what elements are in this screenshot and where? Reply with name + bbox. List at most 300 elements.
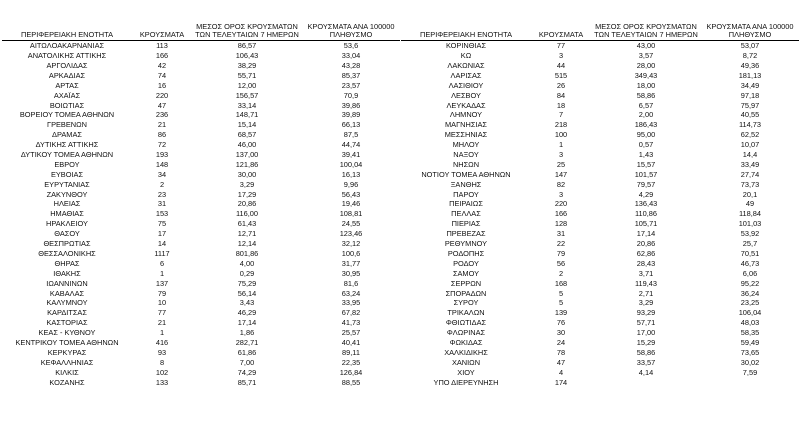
avg-cell: 3,43 <box>239 298 255 308</box>
rate-cell: 70,51 <box>740 248 760 258</box>
cases-cell: 174 <box>554 377 568 387</box>
cases-cell: 139 <box>554 308 568 318</box>
avg-cell: 0,29 <box>239 268 255 278</box>
cases-cell: 23 <box>157 189 167 199</box>
table-row <box>2 239 400 249</box>
table-body-right <box>401 41 799 387</box>
cases-cell: 16 <box>157 80 167 90</box>
region-cell: ΛΑΚΩΝΙΑΣ <box>447 61 485 71</box>
region-cell: ΚΕΦΑΛΛΗΝΙΑΣ <box>40 357 94 367</box>
region-cell: ΠΡΕΒΕΖΑΣ <box>446 229 486 239</box>
avg-cell: 106,43 <box>235 51 259 61</box>
cases-cell: 1117 <box>154 248 170 258</box>
avg-cell: 20,86 <box>636 239 656 249</box>
rate-cell: 62,52 <box>740 130 760 140</box>
table-row <box>2 179 400 189</box>
region-cell: ΦΘΙΩΤΙΔΑΣ <box>445 318 487 328</box>
avg-cell: 1,43 <box>638 150 654 160</box>
cases-cell: 26 <box>556 80 566 90</box>
region-cell: ΑΙΤΩΛΟΑΚΑΡΝΑΝΙΑΣ <box>29 41 105 51</box>
rate-cell: 6,06 <box>742 268 758 278</box>
cases-cell: 1 <box>558 140 564 150</box>
region-cell: ΞΑΝΘΗΣ <box>450 179 482 189</box>
rate-cell: 34,49 <box>740 80 760 90</box>
region-cell: ΜΑΓΝΗΣΙΑΣ <box>445 120 487 130</box>
rate-cell: 87,5 <box>343 130 359 140</box>
rate-cell: 97,18 <box>740 90 760 100</box>
region-cell: ΒΟΙΩΤΙΑΣ <box>49 100 85 110</box>
region-cell: ΠΑΡΟΥ <box>453 189 479 199</box>
table-row <box>2 41 400 51</box>
rate-cell: 181,13 <box>738 70 762 80</box>
table-row <box>2 328 400 338</box>
table-row <box>401 41 799 51</box>
cases-cell: 34 <box>157 169 167 179</box>
rate-cell: 40,41 <box>341 337 361 347</box>
region-cell: ΔΡΑΜΑΣ <box>52 130 82 140</box>
table-row <box>401 298 799 308</box>
header-avg: ΜΕΣΟΣ ΟΡΟΣ ΚΡΟΥΣΜΑΤΩΝ ΤΩΝ ΤΕΛΕΥΤΑΙΩΝ 7 ΗΜΕΡΩΝ <box>195 21 299 40</box>
table-row <box>2 189 400 199</box>
cases-cell: 515 <box>554 70 568 80</box>
region-cell: ΠΕΛΛΑΣ <box>451 209 481 219</box>
avg-cell: 12,14 <box>237 239 257 249</box>
rate-cell: 66,13 <box>341 120 361 130</box>
cases-cell: 79 <box>157 288 167 298</box>
region-cell: ΝΑΞΟΥ <box>453 150 479 160</box>
cases-cell: 79 <box>556 248 566 258</box>
region-cell: ΖΑΚΥΝΘΟΥ <box>46 189 88 199</box>
avg-cell: 186,43 <box>634 120 658 130</box>
region-cell: ΚΕΑΣ - ΚΥΘΝΟΥ <box>38 328 96 338</box>
table-row <box>2 278 400 288</box>
table-row <box>401 150 799 160</box>
region-cell: ΕΥΒΟΙΑΣ <box>50 169 84 179</box>
cases-cell: 1 <box>159 268 165 278</box>
avg-cell: 4,00 <box>239 258 255 268</box>
region-cell: ΠΕΙΡΑΙΩΣ <box>449 199 483 209</box>
region-cell: ΗΡΑΚΛΕΙΟΥ <box>46 219 88 229</box>
cases-cell: 14 <box>157 239 167 249</box>
rate-cell: 41,73 <box>341 318 361 328</box>
rate-cell: 43,28 <box>341 61 361 71</box>
region-cell: ΚΑΒΑΛΑΣ <box>49 288 85 298</box>
avg-cell: 61,43 <box>237 219 257 229</box>
region-cell: ΡΟΔΟΠΗΣ <box>447 248 485 258</box>
cases-cell: 76 <box>556 318 566 328</box>
cases-cell: 133 <box>155 377 169 387</box>
region-cell: ΗΛΕΙΑΣ <box>53 199 81 209</box>
cases-cell: 166 <box>554 209 568 219</box>
rate-cell: 30,02 <box>740 357 760 367</box>
region-cell: ΦΛΩΡΙΝΑΣ <box>446 328 486 338</box>
avg-cell: 95,00 <box>636 130 656 140</box>
cases-cell: 5 <box>558 288 564 298</box>
region-cell: ΗΜΑΘΙΑΣ <box>50 209 84 219</box>
avg-cell: 7,00 <box>239 357 255 367</box>
rate-cell: 20,1 <box>742 189 758 199</box>
cases-cell: 21 <box>157 120 167 130</box>
header-cases: ΚΡΟΥΣΜΑΤΑ <box>139 30 185 40</box>
cases-cell: 220 <box>155 90 169 100</box>
avg-cell: 20,86 <box>237 199 257 209</box>
cases-cell: 42 <box>157 61 167 71</box>
header-avg: ΜΕΣΟΣ ΟΡΟΣ ΚΡΟΥΣΜΑΤΩΝ ΤΩΝ ΤΕΛΕΥΤΑΙΩΝ 7 ΗΜΕΡΩΝ <box>594 21 698 40</box>
table-row <box>401 51 799 61</box>
region-cell: ΛΑΡΙΣΑΣ <box>450 70 482 80</box>
rate-cell: 95,22 <box>740 278 760 288</box>
rate-cell: 100,6 <box>341 248 361 258</box>
table-row <box>401 179 799 189</box>
avg-cell: 17,00 <box>636 328 656 338</box>
header-rate: ΚΡΟΥΣΜΑΤΑ ΑΝΑ 100000 ΠΛΗΘΥΣΜΟ <box>307 21 395 40</box>
table-row <box>401 199 799 209</box>
table-row <box>2 358 400 368</box>
cases-cell: 82 <box>556 179 566 189</box>
table-row <box>401 358 799 368</box>
rate-cell: 14,4 <box>742 150 758 160</box>
cases-cell: 218 <box>554 120 568 130</box>
avg-cell: 3,71 <box>638 268 654 278</box>
avg-cell: 93,29 <box>636 308 656 318</box>
avg-cell: 75,29 <box>237 278 257 288</box>
avg-cell: 18,00 <box>636 80 656 90</box>
region-cell: ΣΥΡΟΥ <box>453 298 479 308</box>
rate-cell: 58,35 <box>740 328 760 338</box>
table-row <box>2 51 400 61</box>
rate-cell: 46,73 <box>740 258 760 268</box>
header-region: ΠΕΡΙΦΕΡΕΙΑΚΗ ΕΝΟΤΗΤΑ <box>420 30 512 40</box>
rate-cell: 73,73 <box>740 179 760 189</box>
rate-cell: 32,12 <box>341 239 361 249</box>
region-cell: ΙΘΑΚΗΣ <box>53 268 81 278</box>
avg-cell: 15,29 <box>636 337 656 347</box>
region-cell: ΚΕΝΤΡΙΚΟΥ ΤΟΜΕΑ ΑΘΗΝΩΝ <box>15 337 119 347</box>
cases-cell: 4 <box>558 367 564 377</box>
table-row <box>2 229 400 239</box>
region-cell: ΚΑΛΥΜΝΟΥ <box>46 298 88 308</box>
table-row <box>2 130 400 140</box>
cases-cell: 93 <box>157 347 167 357</box>
rate-cell: 67,82 <box>341 308 361 318</box>
table-row <box>2 377 400 387</box>
rate-cell: 27,74 <box>740 169 760 179</box>
table-row <box>401 81 799 91</box>
table-row <box>401 189 799 199</box>
cases-cell: 17 <box>157 229 167 239</box>
region-cell: ΕΥΡΥΤΑΝΙΑΣ <box>44 179 90 189</box>
avg-cell: 15,14 <box>237 120 257 130</box>
table-row <box>2 209 400 219</box>
table-row <box>401 229 799 239</box>
cases-cell: 47 <box>157 100 167 110</box>
cases-cell: 220 <box>554 199 568 209</box>
cases-cell: 3 <box>558 189 564 199</box>
table-row <box>401 259 799 269</box>
region-cell: ΘΑΣΟΥ <box>54 229 80 239</box>
avg-cell: 121,86 <box>235 159 259 169</box>
region-cell: ΧΑΛΚΙΔΙΚΗΣ <box>444 347 488 357</box>
rate-cell: 89,11 <box>342 347 360 357</box>
avg-cell: 15,57 <box>636 159 656 169</box>
rate-cell: 106,04 <box>738 308 762 318</box>
avg-cell: 58,86 <box>636 347 656 357</box>
table-row <box>2 90 400 100</box>
table-row <box>2 318 400 328</box>
rate-cell: 40,55 <box>740 110 760 120</box>
table-row <box>401 367 799 377</box>
rate-cell: 70,9 <box>343 90 359 100</box>
rate-cell: 39,89 <box>341 110 361 120</box>
cases-cell: 6 <box>159 258 165 268</box>
table-row <box>401 110 799 120</box>
cases-cell: 44 <box>556 61 566 71</box>
rate-cell: 33,95 <box>341 298 361 308</box>
cases-cell: 7 <box>558 110 564 120</box>
avg-cell: 61,86 <box>237 347 257 357</box>
rate-cell: 25,57 <box>341 328 361 338</box>
cases-cell: 102 <box>155 367 169 377</box>
rate-cell: 7,59 <box>742 367 758 377</box>
cases-cell: 128 <box>554 219 568 229</box>
rate-cell: 25,7 <box>742 239 758 249</box>
table-row <box>401 160 799 170</box>
cases-cell: 77 <box>157 308 167 318</box>
table-row <box>401 120 799 130</box>
rate-cell: 73,65 <box>740 347 760 357</box>
region-cell: ΛΗΜΝΟΥ <box>449 110 483 120</box>
table-row <box>401 90 799 100</box>
table-row <box>2 259 400 269</box>
table-row <box>2 160 400 170</box>
avg-cell: 33,14 <box>237 100 257 110</box>
region-cell: ΚΑΡΔΙΤΣΑΣ <box>47 308 87 318</box>
rate-cell: 8,72 <box>742 51 758 61</box>
avg-cell: 110,86 <box>634 209 658 219</box>
region-cell: ΜΗΛΟΥ <box>452 140 480 150</box>
avg-cell: 38,29 <box>237 61 257 71</box>
rate-cell: 49 <box>745 199 755 209</box>
cases-cell: 113 <box>156 41 168 51</box>
avg-cell: 3,29 <box>239 179 255 189</box>
avg-cell: 2,00 <box>638 110 654 120</box>
region-cell: ΚΟΖΑΝΗΣ <box>49 377 85 387</box>
rate-cell: 88,55 <box>341 377 361 387</box>
avg-cell: 28,43 <box>636 258 656 268</box>
cases-cell: 31 <box>157 199 167 209</box>
avg-cell: 68,57 <box>237 130 257 140</box>
cases-cell: 416 <box>155 337 169 347</box>
rate-cell: 53,92 <box>740 229 760 239</box>
rate-cell: 118,84 <box>738 209 762 219</box>
region-cell: ΜΕΣΣΗΝΙΑΣ <box>444 130 488 140</box>
avg-cell: 17,14 <box>636 229 656 239</box>
cases-cell: 10 <box>157 298 167 308</box>
cases-cell: 77 <box>556 41 566 51</box>
table-row <box>2 81 400 91</box>
table-row <box>2 348 400 358</box>
avg-cell: 116,00 <box>235 209 259 219</box>
cases-cell: 31 <box>556 229 566 239</box>
cases-cell: 86 <box>157 130 167 140</box>
cases-cell: 137 <box>155 278 169 288</box>
avg-cell: 12,71 <box>237 229 257 239</box>
table-row <box>2 199 400 209</box>
rate-cell: 33,04 <box>341 51 361 61</box>
avg-cell: 0,57 <box>638 140 654 150</box>
cases-cell: 2 <box>159 179 165 189</box>
region-cell: ΧΑΝΙΩΝ <box>451 357 481 367</box>
header-cases: ΚΡΟΥΣΜΑΤΑ <box>538 30 584 40</box>
avg-cell: 43,00 <box>636 41 656 51</box>
rate-cell: 44,74 <box>341 140 361 150</box>
rate-cell: 53,6 <box>343 41 359 51</box>
cases-cell: 5 <box>558 298 564 308</box>
rate-cell: 114,73 <box>738 120 762 130</box>
avg-cell: 86,57 <box>237 41 257 51</box>
table-row <box>2 170 400 180</box>
table-header <box>2 4 400 41</box>
region-cell: ΒΟΡΕΙΟΥ ΤΟΜΕΑ ΑΘΗΝΩΝ <box>19 110 115 120</box>
region-cell: ΚΑΣΤΟΡΙΑΣ <box>46 318 88 328</box>
region-cell: ΔΥΤΙΚΗΣ ΑΤΤΙΚΗΣ <box>35 140 99 150</box>
table-row <box>401 377 799 387</box>
cases-cell: 153 <box>155 209 169 219</box>
rate-cell: 123,46 <box>339 229 363 239</box>
table-row <box>2 268 400 278</box>
cases-cell: 3 <box>558 150 564 160</box>
region-cell: ΕΒΡΟΥ <box>54 159 80 169</box>
avg-cell: 4,14 <box>638 367 654 377</box>
rate-cell: 39,41 <box>341 150 361 160</box>
avg-cell: 1,86 <box>239 328 255 338</box>
avg-cell: 3,57 <box>638 51 654 61</box>
rate-cell: 19,46 <box>341 199 361 209</box>
table-row <box>2 367 400 377</box>
rate-cell: 101,03 <box>738 219 762 229</box>
cases-cell: 25 <box>556 159 566 169</box>
rate-cell: 49,36 <box>740 61 760 71</box>
cases-cell: 8 <box>159 357 165 367</box>
cases-cell: 84 <box>556 90 566 100</box>
avg-cell: 79,57 <box>636 179 656 189</box>
table-row <box>2 120 400 130</box>
region-cell: ΘΕΣΠΡΩΤΙΑΣ <box>43 239 91 249</box>
cases-cell: 56 <box>556 258 566 268</box>
table-row <box>2 338 400 348</box>
rate-cell: 81,6 <box>343 278 359 288</box>
avg-cell: 33,57 <box>636 357 656 367</box>
avg-cell: 28,00 <box>636 61 656 71</box>
table-right-half <box>401 4 799 387</box>
table-row <box>2 249 400 259</box>
table-row <box>401 348 799 358</box>
avg-cell: 148,71 <box>235 110 259 120</box>
table-row <box>401 318 799 328</box>
avg-cell: 12,00 <box>237 80 257 90</box>
region-cell: ΘΕΣΣΑΛΟΝΙΚΗΣ <box>38 248 96 258</box>
avg-cell: 136,43 <box>634 199 658 209</box>
rate-cell: 22,35 <box>341 357 361 367</box>
rate-cell: 39,86 <box>341 100 361 110</box>
cases-cell: 168 <box>554 278 568 288</box>
table-row <box>401 268 799 278</box>
region-cell: ΚΟΡΙΝΘΙΑΣ <box>445 41 487 51</box>
table-row <box>2 308 400 318</box>
header-region: ΠΕΡΙΦΕΡΕΙΑΚΗ ΕΝΟΤΗΤΑ <box>21 30 113 40</box>
rate-cell: 53,07 <box>740 41 760 51</box>
avg-cell: 4,29 <box>638 189 654 199</box>
region-cell: ΘΗΡΑΣ <box>54 258 80 268</box>
table-row <box>401 338 799 348</box>
cases-cell: 47 <box>556 357 566 367</box>
table-row <box>401 278 799 288</box>
rate-cell: 23,57 <box>341 80 361 90</box>
avg-cell: 56,14 <box>237 288 257 298</box>
region-cell: ΔΥΤΙΚΟΥ ΤΟΜΕΑ ΑΘΗΝΩΝ <box>20 150 114 160</box>
table-row <box>401 71 799 81</box>
region-cell: ΓΡΕΒΕΝΩΝ <box>47 120 87 130</box>
table-row <box>401 100 799 110</box>
rate-cell: 59,49 <box>740 337 760 347</box>
table-row <box>2 288 400 298</box>
region-cell: ΣΑΜΟΥ <box>452 268 480 278</box>
avg-cell: 119,43 <box>634 278 658 288</box>
avg-cell: 62,86 <box>636 248 656 258</box>
region-cell: ΑΧΑΪΑΣ <box>53 90 81 100</box>
cases-cell: 100 <box>554 130 568 140</box>
region-cell: ΛΕΥΚΑΔΑΣ <box>446 100 486 110</box>
avg-cell: 57,71 <box>636 318 656 328</box>
region-cell: ΣΕΡΡΩΝ <box>450 278 482 288</box>
table-body-left <box>2 41 400 387</box>
rate-cell: 9,96 <box>343 179 359 189</box>
table-row <box>401 249 799 259</box>
rate-cell: 16,13 <box>341 169 361 179</box>
cases-cell: 193 <box>155 150 169 160</box>
region-cell: ΧΙΟΥ <box>457 367 475 377</box>
avg-cell: 55,71 <box>237 70 257 80</box>
cases-cell: 22 <box>556 239 566 249</box>
table-row <box>401 219 799 229</box>
cases-cell: 1 <box>159 328 165 338</box>
region-cell: ΝΗΣΩΝ <box>452 159 480 169</box>
cases-cell: 18 <box>556 100 566 110</box>
avg-cell: 105,71 <box>634 219 658 229</box>
table-row <box>2 298 400 308</box>
avg-cell: 101,57 <box>634 169 658 179</box>
avg-cell: 74,29 <box>237 367 257 377</box>
cases-cell: 2 <box>558 268 564 278</box>
table-row <box>401 288 799 298</box>
region-cell: ΑΝΑΤΟΛΙΚΗΣ ΑΤΤΙΚΗΣ <box>27 51 107 61</box>
table-row <box>401 328 799 338</box>
rate-cell: 30,95 <box>341 268 361 278</box>
rate-cell: 85,37 <box>341 70 361 80</box>
table-row <box>401 209 799 219</box>
cases-cell: 72 <box>157 140 167 150</box>
table-header <box>401 4 799 41</box>
rate-cell: 33,49 <box>740 159 760 169</box>
table-row <box>2 110 400 120</box>
cases-cell: 21 <box>157 318 167 328</box>
avg-cell: 46,00 <box>237 140 257 150</box>
rate-cell: 126,84 <box>339 367 363 377</box>
cases-cell: 74 <box>157 70 167 80</box>
avg-cell: 58,86 <box>636 90 656 100</box>
avg-cell: 46,29 <box>237 308 257 318</box>
avg-cell: 17,29 <box>237 189 257 199</box>
